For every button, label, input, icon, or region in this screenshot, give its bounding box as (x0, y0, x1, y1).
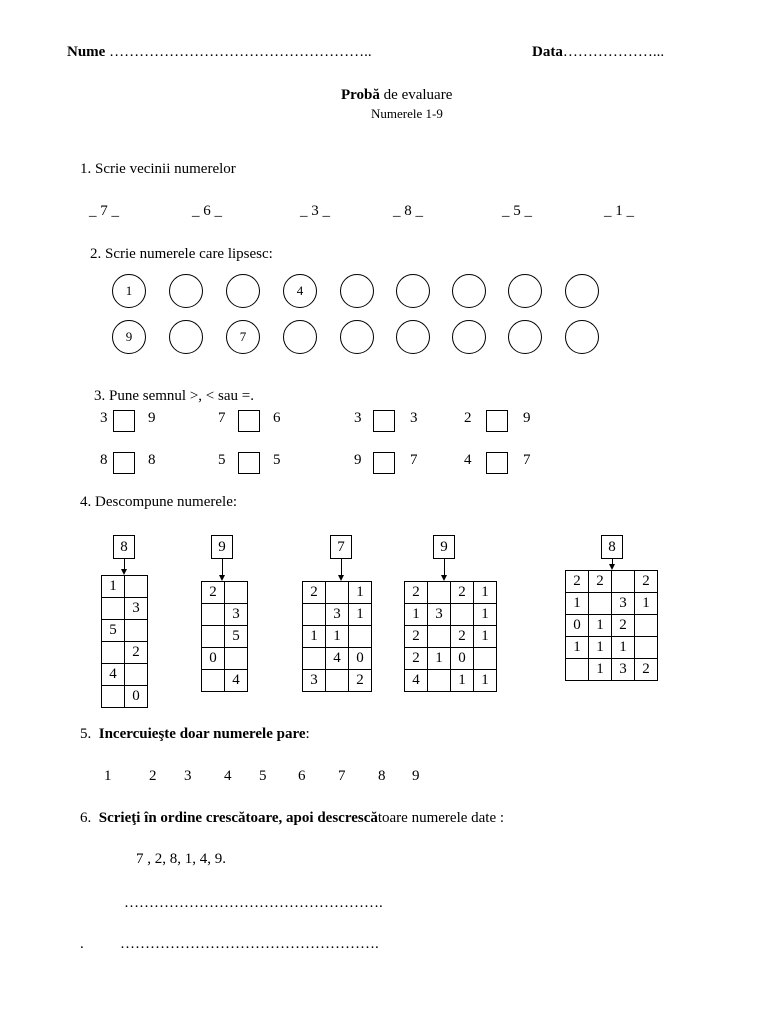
compare-left-number: 3 (354, 410, 362, 426)
sign-box[interactable] (113, 410, 135, 432)
number-circle[interactable]: 4 (283, 274, 317, 308)
number-circle[interactable] (508, 274, 542, 308)
number-cell: 2 (635, 571, 658, 593)
compare-right-number: 8 (148, 452, 156, 468)
number-cell: 4 (326, 648, 349, 670)
number-circle[interactable]: 1 (112, 274, 146, 308)
compare-left-number: 4 (464, 452, 472, 468)
empty-cell[interactable] (635, 615, 658, 637)
top-number-box: 9 (433, 535, 455, 559)
number-cell: 2 (589, 571, 612, 593)
ex6-num: 6. (80, 810, 92, 826)
number-cell: 4 (405, 670, 428, 692)
number-cell: 2 (635, 659, 658, 681)
answer-line-ascending[interactable]: ……………………………………………. (124, 895, 383, 911)
down-arrow (444, 559, 445, 576)
answer-line-prefix: . (80, 936, 84, 952)
sign-box[interactable] (486, 410, 508, 432)
ex1-item[interactable]: _ 7 _ (89, 203, 119, 219)
number-cell: 2 (612, 615, 635, 637)
empty-cell[interactable] (474, 648, 497, 670)
empty-cell[interactable] (326, 670, 349, 692)
number-cell: 5 (102, 620, 125, 642)
number-cell: 1 (589, 637, 612, 659)
ex1-item[interactable]: _ 1 _ (604, 203, 634, 219)
compare-right-number: 5 (273, 452, 281, 468)
number-cell: 1 (566, 637, 589, 659)
compare-left-number: 3 (100, 410, 108, 426)
top-number-box: 9 (211, 535, 233, 559)
ex4-title: 4. Descompune numerele: (80, 494, 238, 510)
number-cell: 0 (566, 615, 589, 637)
answer-line-descending[interactable]: ……………………………………………. (120, 936, 379, 952)
number-cell: 1 (589, 659, 612, 681)
number-circle[interactable] (508, 320, 542, 354)
sign-box[interactable] (373, 452, 395, 474)
number-circle[interactable]: 7 (226, 320, 260, 354)
top-number-box: 8 (113, 535, 135, 559)
empty-cell[interactable] (566, 659, 589, 681)
compare-left-number: 7 (218, 410, 226, 426)
down-arrow (222, 559, 223, 576)
number-cell: 1 (405, 604, 428, 626)
empty-cell[interactable] (612, 571, 635, 593)
empty-cell[interactable] (589, 593, 612, 615)
number-circle[interactable] (226, 274, 260, 308)
number-circle[interactable] (169, 274, 203, 308)
compare-left-number: 2 (464, 410, 472, 426)
decomposition-table (404, 581, 497, 692)
down-arrow (341, 559, 342, 576)
empty-cell[interactable] (125, 620, 148, 642)
decomposition-table (201, 581, 248, 692)
date-label: Data (532, 44, 563, 60)
number-cell: 1 (474, 670, 497, 692)
number-cell: 2 (451, 626, 474, 648)
number-cell: 2 (566, 571, 589, 593)
number-circle[interactable] (169, 320, 203, 354)
number-circle[interactable] (340, 320, 374, 354)
empty-cell[interactable] (428, 670, 451, 692)
empty-cell[interactable] (225, 582, 248, 604)
empty-cell[interactable] (303, 648, 326, 670)
top-number-box: 7 (330, 535, 352, 559)
sign-box[interactable] (238, 452, 260, 474)
decomposition-table (101, 575, 148, 708)
page-title (341, 87, 452, 104)
number-cell: 3 (326, 604, 349, 626)
empty-cell[interactable] (125, 576, 148, 598)
empty-cell[interactable] (303, 604, 326, 626)
number-cell: 0 (349, 648, 372, 670)
number-to-circle[interactable]: 2 (149, 768, 157, 784)
down-arrow (612, 559, 613, 565)
ex1-item[interactable]: _ 6 _ (192, 203, 222, 219)
decomposition-table (565, 570, 658, 681)
empty-cell[interactable] (225, 648, 248, 670)
number-cell: 1 (303, 626, 326, 648)
number-cell: 4 (102, 664, 125, 686)
number-cell: 1 (612, 637, 635, 659)
number-cell: 2 (125, 642, 148, 664)
number-cell: 3 (612, 659, 635, 681)
ex5-end: : (305, 726, 310, 742)
empty-cell[interactable] (202, 670, 225, 692)
number-cell: 1 (474, 626, 497, 648)
number-cell: 2 (451, 582, 474, 604)
empty-cell[interactable] (102, 686, 125, 708)
number-cell: 3 (125, 598, 148, 620)
ex3-title: 3. Pune semnul >, < sau =. (94, 388, 254, 404)
number-cell: 1 (349, 582, 372, 604)
date-line[interactable] (532, 44, 664, 61)
number-cell: 5 (225, 626, 248, 648)
empty-cell[interactable] (102, 598, 125, 620)
ex1-item[interactable]: _ 3 _ (300, 203, 330, 219)
compare-right-number: 7 (523, 452, 531, 468)
ex5-bold: Incercuieşte doar numerele pare (98, 726, 306, 742)
number-circle[interactable] (565, 320, 599, 354)
compare-right-number: 9 (523, 410, 531, 426)
number-cell: 2 (202, 582, 225, 604)
number-cell: 0 (125, 686, 148, 708)
compare-right-number: 9 (148, 410, 156, 426)
number-cell: 1 (451, 670, 474, 692)
number-cell: 3 (225, 604, 248, 626)
sign-box[interactable] (238, 410, 260, 432)
top-number-box: 8 (601, 535, 623, 559)
number-cell: 1 (326, 626, 349, 648)
ex6-title (80, 810, 504, 827)
title-bold: Probă (341, 87, 380, 103)
number-cell: 2 (349, 670, 372, 692)
ex6-rest: toare numerele date : (377, 810, 505, 826)
number-cell: 1 (635, 593, 658, 615)
number-circle[interactable] (452, 274, 486, 308)
compare-right-number: 7 (410, 452, 418, 468)
number-circle[interactable] (452, 320, 486, 354)
ex6-numbers: 7 , 2, 8, 1, 4, 9. (136, 851, 226, 867)
number-circle[interactable] (283, 320, 317, 354)
number-circle[interactable] (396, 320, 430, 354)
number-cell: 3 (428, 604, 451, 626)
ex6-bold: Scrieţi în ordine crescătoare, apoi descrescă (98, 810, 378, 826)
empty-cell[interactable] (451, 604, 474, 626)
number-cell: 2 (303, 582, 326, 604)
name-label: Nume (67, 44, 106, 60)
number-cell: 0 (202, 648, 225, 670)
number-circle[interactable] (565, 274, 599, 308)
ex5-num: 5. (80, 726, 92, 742)
name-line[interactable] (67, 44, 372, 61)
number-cell: 4 (225, 670, 248, 692)
date-dots: ………………... (562, 44, 665, 60)
empty-cell[interactable] (635, 637, 658, 659)
empty-cell[interactable] (125, 664, 148, 686)
number-cell: 3 (612, 593, 635, 615)
number-cell: 1 (102, 576, 125, 598)
number-cell: 1 (566, 593, 589, 615)
number-to-circle[interactable]: 5 (259, 768, 267, 784)
number-to-circle[interactable]: 8 (378, 768, 386, 784)
compare-right-number: 3 (410, 410, 418, 426)
compare-right-number: 6 (273, 410, 281, 426)
sign-box[interactable] (113, 452, 135, 474)
number-to-circle[interactable]: 3 (184, 768, 192, 784)
empty-cell[interactable] (349, 626, 372, 648)
decomposition-table (302, 581, 372, 692)
compare-left-number: 5 (218, 452, 226, 468)
ex1-title: 1. Scrie vecinii numerelor (80, 161, 236, 177)
number-cell: 1 (428, 648, 451, 670)
title-rest: de evaluare (379, 87, 453, 103)
sign-box[interactable] (373, 410, 395, 432)
number-cell: 0 (451, 648, 474, 670)
empty-cell[interactable] (428, 626, 451, 648)
number-to-circle[interactable]: 1 (104, 768, 112, 784)
empty-cell[interactable] (428, 582, 451, 604)
number-cell: 2 (405, 648, 428, 670)
number-circle[interactable] (340, 274, 374, 308)
empty-cell[interactable] (326, 582, 349, 604)
number-cell: 2 (405, 626, 428, 648)
compare-left-number: 9 (354, 452, 362, 468)
number-to-circle[interactable]: 9 (412, 768, 420, 784)
name-dots: …………………………………………….. (109, 44, 372, 60)
sign-box[interactable] (486, 452, 508, 474)
number-to-circle[interactable]: 4 (224, 768, 232, 784)
empty-cell[interactable] (102, 642, 125, 664)
number-to-circle[interactable]: 6 (298, 768, 306, 784)
number-cell: 1 (349, 604, 372, 626)
number-circle[interactable] (396, 274, 430, 308)
number-cell: 3 (303, 670, 326, 692)
number-cell: 1 (589, 615, 612, 637)
page-subtitle: Numerele 1-9 (371, 106, 443, 121)
ex2-title: 2. Scrie numerele care lipsesc: (90, 246, 273, 262)
number-cell: 2 (405, 582, 428, 604)
ex1-item[interactable]: _ 5 _ (502, 203, 532, 219)
empty-cell[interactable] (202, 604, 225, 626)
number-to-circle[interactable]: 7 (338, 768, 346, 784)
number-cell: 1 (474, 582, 497, 604)
ex1-item[interactable]: _ 8 _ (393, 203, 423, 219)
compare-left-number: 8 (100, 452, 108, 468)
ex5-title (80, 726, 310, 743)
number-circle[interactable]: 9 (112, 320, 146, 354)
empty-cell[interactable] (202, 626, 225, 648)
down-arrow (124, 559, 125, 570)
number-cell: 1 (474, 604, 497, 626)
